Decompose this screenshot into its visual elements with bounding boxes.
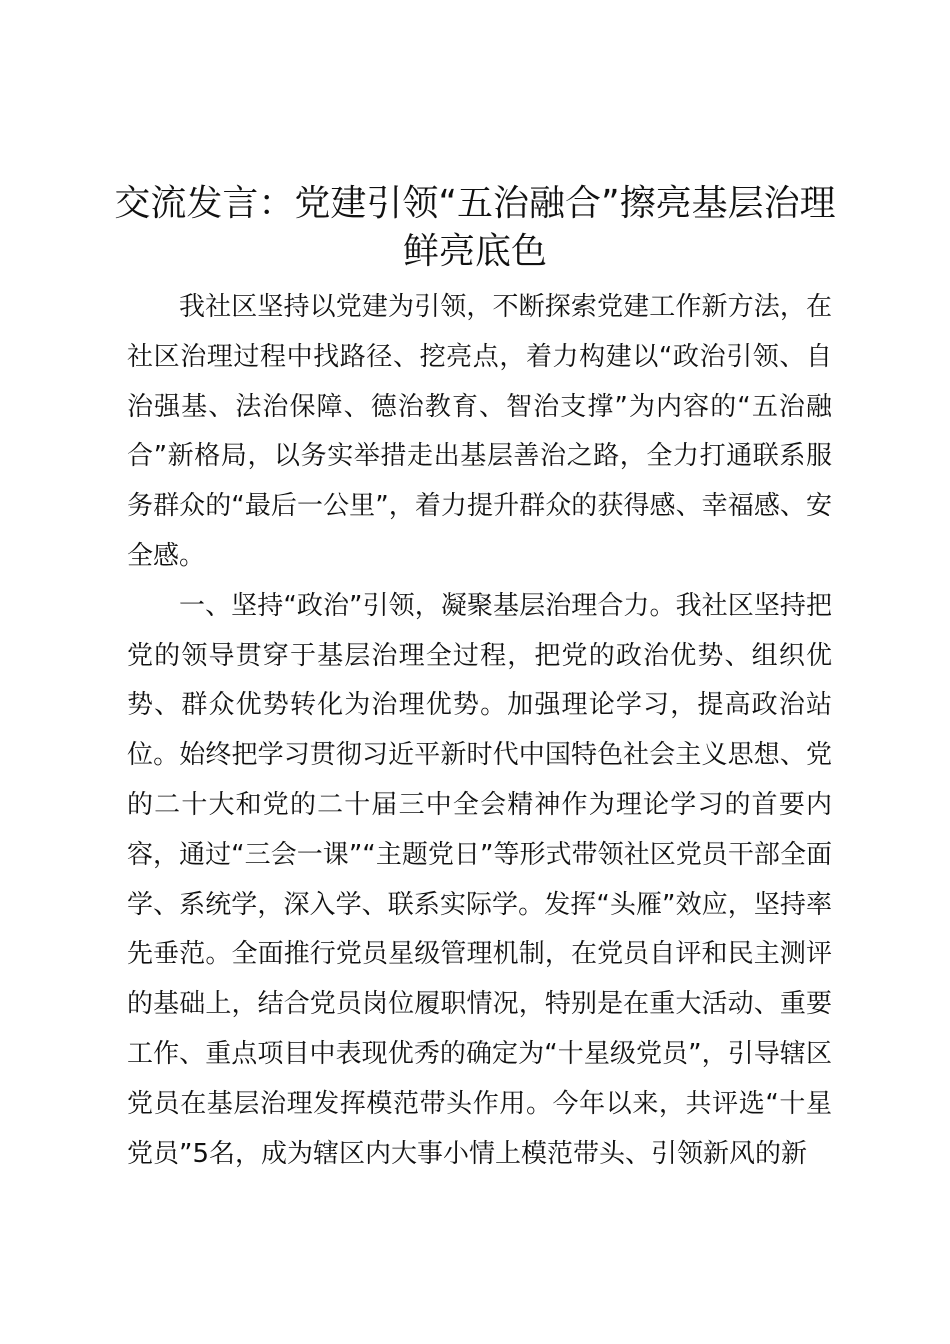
document-body <box>127 283 832 1179</box>
paragraph-intro: 我社区坚持以党建为引领，不断探索党建工作新方法，在社区治理过程中找路径、挖亮点，着力构建以“政治引领、自治强基、法治保障、德治教育、智治支撑”为内容的“五治融合”新格局，以务实举措走出基层善治之路，全力打通联系服务群众的“最后一公里”，着力提升群众的获得感、幸福感、安全感。 <box>127 292 832 571</box>
document-title: 交流发言：党建引领“五治融合”擦亮基层治理鲜亮底色 <box>114 183 836 272</box>
paragraph-section-one: 一、坚持“政治”引领，凝聚基层治理合力。我社区坚持把党的领导贯穿于基层治理全过程，把党的政治优势、组织优势、群众优势转化为治理优势。加强理论学习，提高政治站位。始终把学习贯彻习近平新时代中国特色社会主义思想、党的二十大和党的二十届三中全会精神作为理论学习的首要内容，通过“三会一课”“主题党日”等形式带领社区党员干部全面学、系统学，深入学、联系实际学。发挥“头雁”效应，坚持率先垂范。全面推行党员星级管理机制，在党员自评和民主测评的基础上，结合党员岗位履职情况，特别是在重大活动、重要工作、重点项目中表现优秀的确定为“十星级党员”，引导辖区党员在基层治理发挥模范带头作用。今年以来，共评选“十星党员”5名，成为辖区内大事小情上模范带头、引领新风的新 <box>127 590 832 1169</box>
